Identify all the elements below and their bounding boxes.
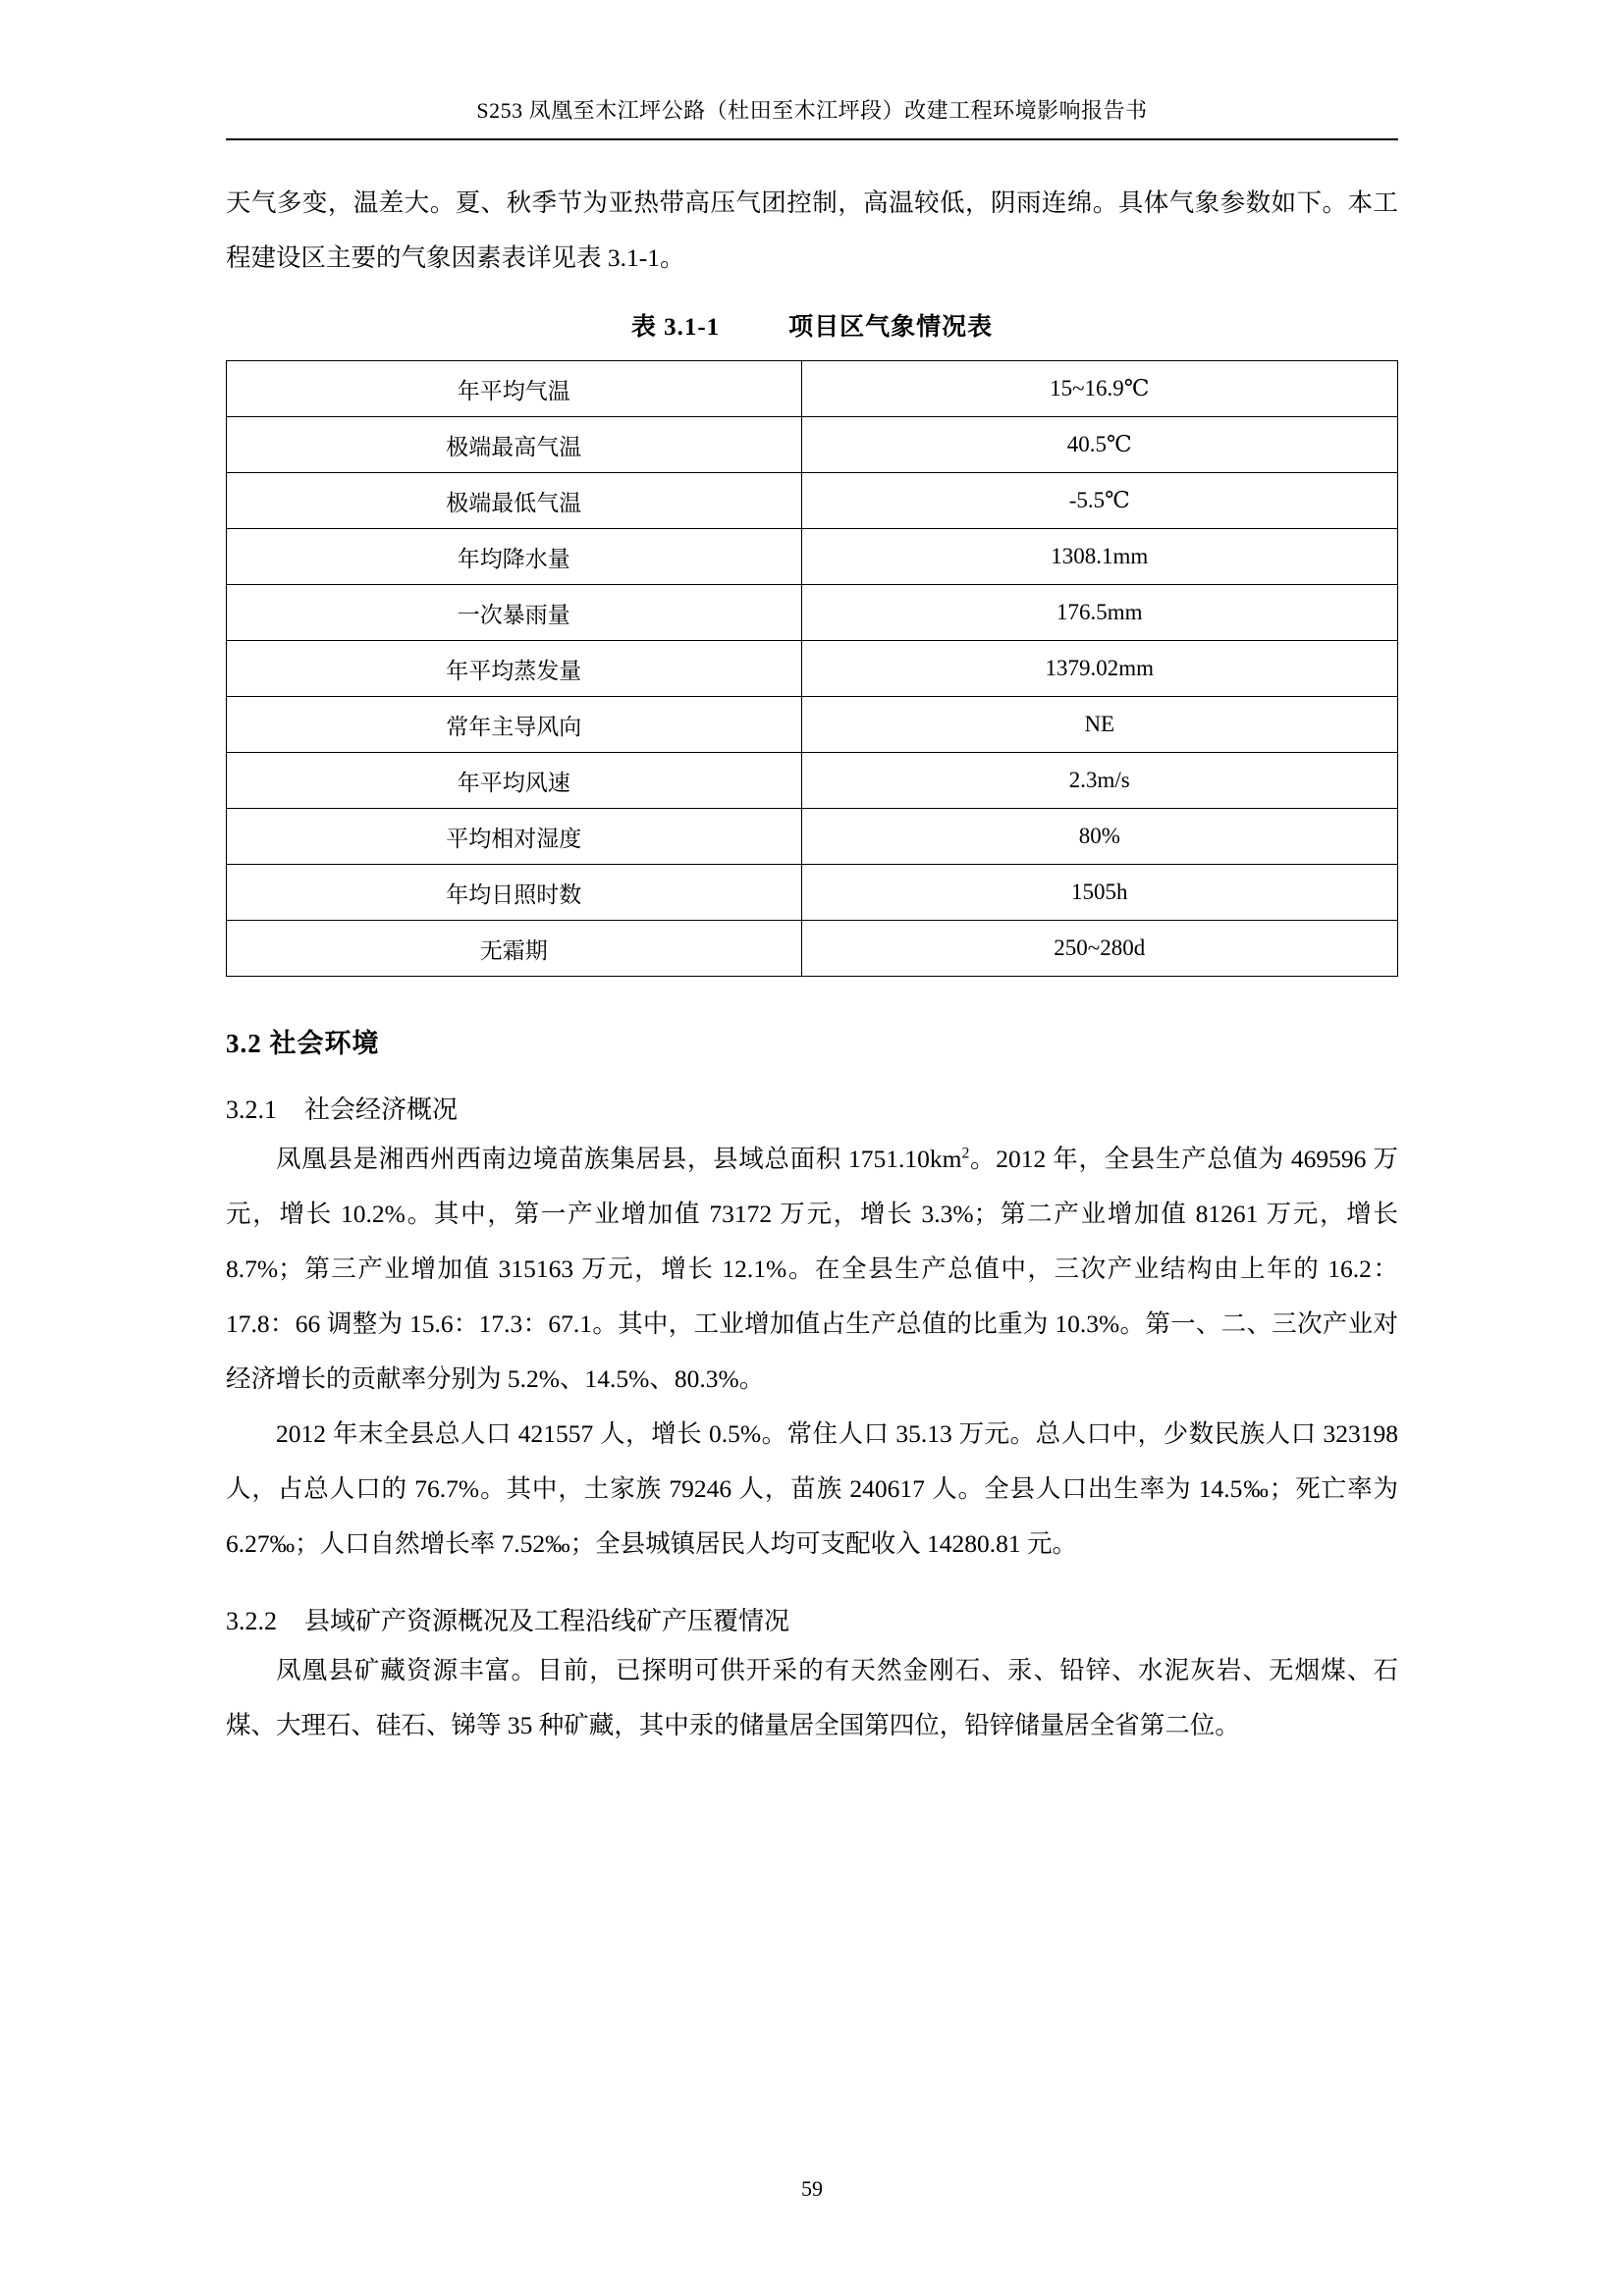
weather-value: 1379.02mm bbox=[801, 641, 1397, 697]
table-row bbox=[227, 921, 1398, 977]
weather-value: 1308.1mm bbox=[801, 529, 1397, 585]
weather-label: 极端最高气温 bbox=[227, 417, 802, 473]
weather-value: 176.5mm bbox=[801, 585, 1397, 641]
table-row bbox=[227, 753, 1398, 809]
table-row bbox=[227, 809, 1398, 865]
weather-value: NE bbox=[801, 697, 1397, 753]
weather-label: 平均相对湿度 bbox=[227, 809, 802, 865]
running-title: S253 凤凰至木江坪公路（杜田至木江坪段）改建工程环境影响报告书 bbox=[476, 98, 1148, 123]
paragraph-economy: 凤凰县是湘西州西南边境苗族集居县，县域总面积 $1751.10km^2$。2012 年，全县生产总值为 469596 万元，增长 10.2%。其中，第一产业增加值 73172 万元，增长 3.3%；第二产业增加值 81261 万元，增长 8.7%；第三产业增加值 315163 万元，增长 12.1%。在全县生产总值中，三次产业结构由上年的 16.2：17.8：66 调整为 15.6：17.3：67.1。其中，工业增加值占生产总值的比重为 10.3%。第一、二、三次产业对经济增长的贡献率分别为 5.2%、14.5%、80.3%。 bbox=[226, 1145, 1398, 1393]
table-row bbox=[227, 865, 1398, 921]
weather-table-body bbox=[227, 361, 1398, 977]
weather-value: 1505h bbox=[801, 865, 1397, 921]
subsection-number: 3.2.1 bbox=[226, 1095, 277, 1124]
subsection-heading-3-2-1 bbox=[226, 1090, 1398, 1126]
weather-label: 无霜期 bbox=[227, 921, 802, 977]
page-number: 59 bbox=[801, 2176, 823, 2201]
subsection-heading-3-2-2 bbox=[226, 1601, 1398, 1637]
weather-value: -5.5℃ bbox=[801, 473, 1397, 529]
header-divider bbox=[226, 138, 1398, 140]
table-caption-label: 表 3.1-1 bbox=[630, 314, 721, 341]
page-header bbox=[226, 0, 1398, 140]
paragraph-population: 2012 年末全县总人口 421557 人，增长 0.5%。常住人口 35.13 万元。总人口中，少数民族人口 323198 人，占总人口的 76.7%。其中，土家族 79246 人，苗族 240617 人。全县人口出生率为 14.5‰；死亡率为 6.27‰；人口自然增长率 7.52‰；全县城镇居民人均可支配收入 14280.81 元。 bbox=[226, 1419, 1398, 1558]
weather-label: 极端最低气温 bbox=[227, 473, 802, 529]
table-row bbox=[227, 417, 1398, 473]
table-row bbox=[227, 473, 1398, 529]
weather-value: 2.3m/s bbox=[801, 753, 1397, 809]
weather-label: 年平均蒸发量 bbox=[227, 641, 802, 697]
weather-label: 年平均风速 bbox=[227, 753, 802, 809]
table-caption-title: 项目区气象情况表 bbox=[788, 314, 994, 341]
weather-value: 250~280d bbox=[801, 921, 1397, 977]
weather-label: 年均降水量 bbox=[227, 529, 802, 585]
weather-value: 80% bbox=[801, 809, 1397, 865]
paragraph-mineral: 凤凰县矿藏资源丰富。目前，已探明可供开采的有天然金刚石、汞、铅锌、水泥灰岩、无烟煤、石煤、大理石、硅石、锑等 35 种矿藏，其中汞的储量居全国第四位，铅锌储量居全省第二位。 bbox=[226, 1656, 1398, 1739]
weather-table bbox=[226, 360, 1398, 977]
weather-label: 年平均气温 bbox=[227, 361, 802, 417]
weather-value: 40.5℃ bbox=[801, 417, 1397, 473]
subsection-title: 社会经济概况 bbox=[304, 1095, 459, 1124]
table-row bbox=[227, 361, 1398, 417]
weather-label: 常年主导风向 bbox=[227, 697, 802, 753]
section-heading-3-2: 3.2 社会环境 bbox=[226, 1029, 380, 1058]
paragraph-intro: 天气多变，温差大。夏、秋季节为亚热带高压气团控制，高温较低，阴雨连绵。具体气象参数如下。本工程建设区主要的气象因素表详见表 3.1-1。 bbox=[226, 188, 1398, 272]
weather-label: 一次暴雨量 bbox=[227, 585, 802, 641]
table-row bbox=[227, 641, 1398, 697]
table-row bbox=[227, 585, 1398, 641]
table-caption bbox=[226, 307, 1398, 343]
weather-value: 15~16.9℃ bbox=[801, 361, 1397, 417]
table-row bbox=[227, 697, 1398, 753]
table-row bbox=[227, 529, 1398, 585]
weather-label: 年均日照时数 bbox=[227, 865, 802, 921]
subsection-number: 3.2.2 bbox=[226, 1607, 277, 1635]
subsection-title: 县域矿产资源概况及工程沿线矿产压覆情况 bbox=[304, 1607, 790, 1635]
